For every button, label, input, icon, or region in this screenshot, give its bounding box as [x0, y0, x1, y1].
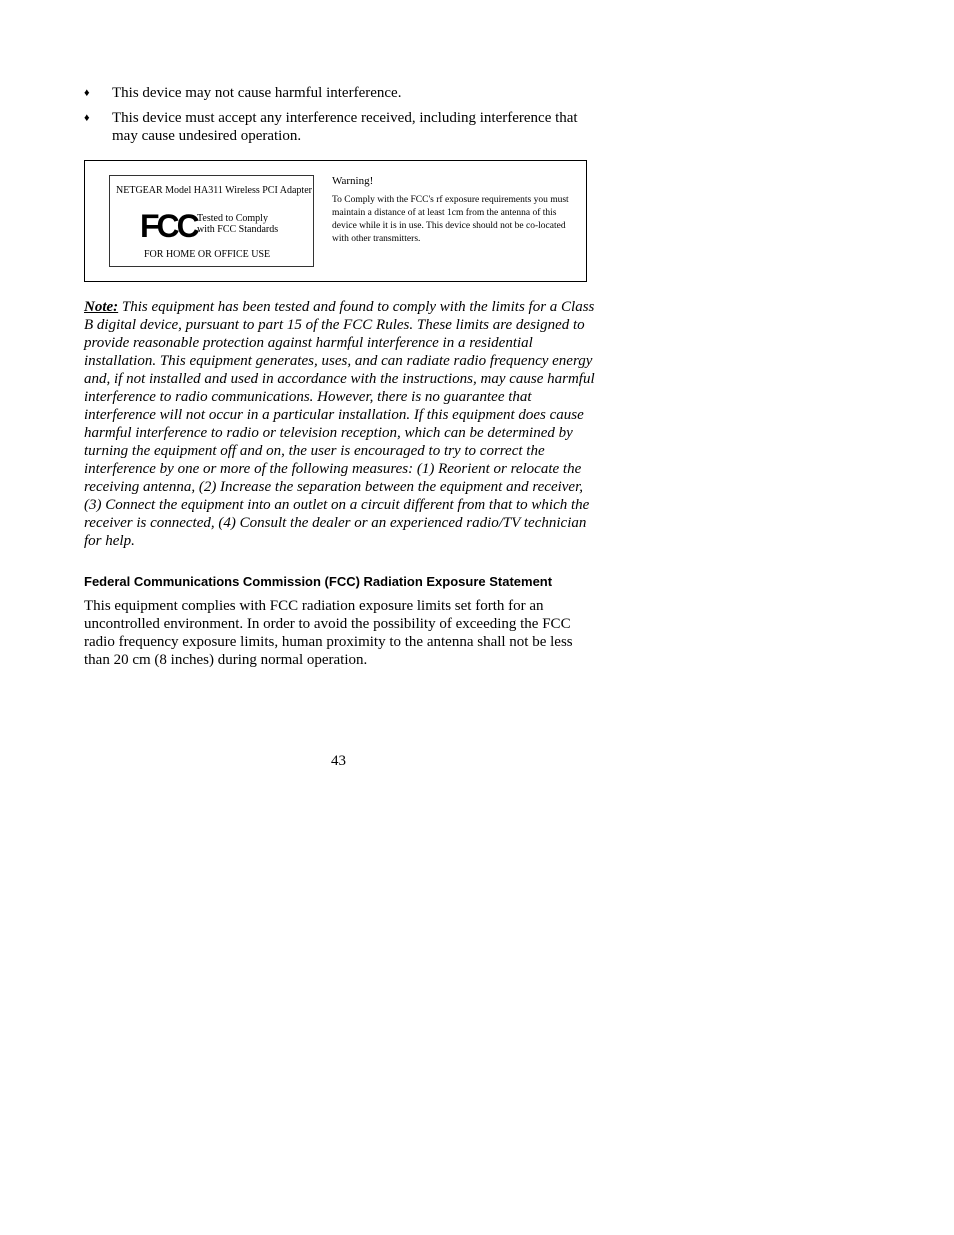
fcc-logo-icon	[140, 206, 197, 244]
home-office-text: FOR HOME OR OFFICE USE	[144, 249, 271, 260]
bullet-item	[84, 84, 584, 102]
bullet-text: This device must accept any interference received, including interference that may cause undesired operation.	[112, 110, 578, 144]
bullet-item	[84, 109, 584, 145]
warning-title: Warning!	[332, 175, 374, 187]
note-text: This equipment has been tested and found to comply with the limits for a Class B digital device, pursuant to part 15 of the FCC Rules. These limits are designed to provide reasonable protection against harmful interference in a residential installation. This equipment generates, uses, and can radiate radio frequency energy and, if not installed and used in accordance with the instructions, may cause harmful interference to radio communications. However, there is no guarantee that interference will not occur in a particular installation. If this equipment does cause harmful interference to radio or television reception, which can be determined by turning the equipment off and on, the user is encouraged to try to correct the interference by one or more of the following measures: (1) Reorient or relocate the receiving antenna, (2) Increase the separation between the equipment and receiver, (3) Connect the equipment into an outlet on a circuit different from that to which the receiver is connected, (4) Consult the dealer or an experienced radio/TV technician for help.	[84, 299, 595, 549]
diamond-bullet-icon: ♦	[84, 112, 90, 124]
note-label: Note:	[84, 299, 119, 315]
model-text: NETGEAR Model HA311 Wireless PCI Adapter	[116, 185, 312, 196]
diamond-bullet-icon: ♦	[84, 87, 90, 99]
fcc-logo-text: FCC	[140, 208, 197, 244]
tested-text	[197, 213, 278, 235]
section-heading: Federal Communications Commission (FCC) Radiation Exposure Statement	[84, 574, 553, 589]
page-number: 43	[331, 753, 346, 769]
section-body: This equipment complies with FCC radiation exposure limits set forth for an uncontrolled environment. In order to avoid the possibility of exceeding the FCC radio frequency exposure limits, human proximity to the antenna shall not be less than 20 cm (8 inches) during normal operation.	[84, 598, 573, 668]
fcc-label-figure	[84, 160, 587, 282]
fcc-compliance-label	[109, 175, 314, 267]
bullet-list	[84, 84, 584, 152]
tested-line-1: Tested to Comply	[197, 213, 268, 224]
bullet-text: This device may not cause harmful interference.	[112, 85, 402, 101]
note-paragraph	[84, 298, 596, 550]
tested-line-2: with FCC Standards	[197, 224, 279, 235]
warning-text: To Comply with the FCC's rf exposure requirements you must maintain a distance of at least 1cm from the antenna of this device while it is in use. This device should not be co-located with other transmitters.	[332, 195, 569, 244]
